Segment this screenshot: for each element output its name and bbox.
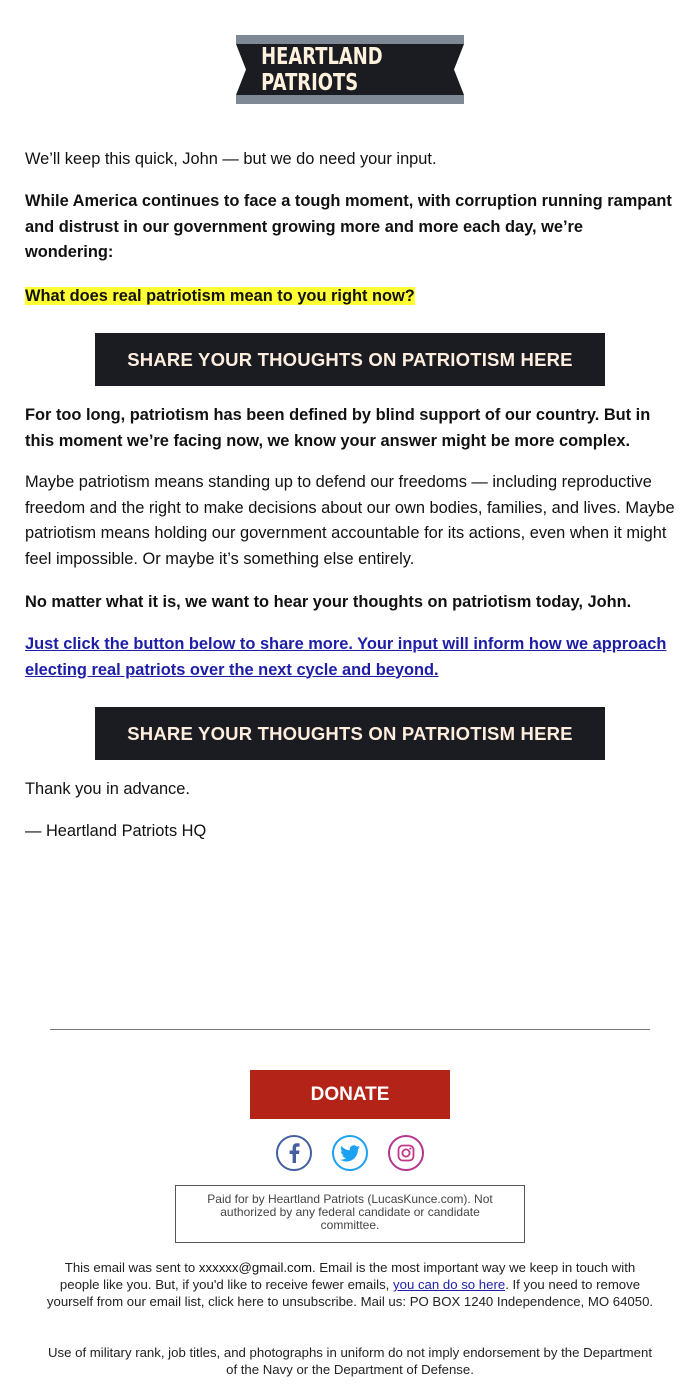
recipient-email: xxxxxx@gmail.com	[198, 1260, 312, 1275]
facebook-glyph	[287, 1143, 301, 1163]
paid-for-disclaimer: Paid for by Heartland Patriots (LucasKunce.com). Not authorized by any federal candidate or candidate committee.	[175, 1185, 525, 1243]
share-thoughts-button-2[interactable]: SHARE YOUR THOUGHTS ON PATRIOTISM HERE	[95, 707, 605, 760]
highlight-question-line	[25, 284, 675, 310]
sent-middle: . Email is the most important way we keep in touch with people like you. But, if you'd like to receive fewer emails,	[59, 1260, 636, 1292]
footer-divider	[50, 1029, 650, 1030]
military-disclaimer: Use of military rank, job titles, and photographs in uniform do not imply endorsement by the Department of the Navy or the Department of Defense.	[48, 1345, 652, 1377]
bold-paragraph-2: For too long, patriotism has been defined by blind support of our country. But in this moment we’re facing now, we know your answer might be more complex.	[25, 406, 651, 450]
fewer-emails-link[interactable]: you can do so here	[393, 1277, 506, 1292]
share-more-link[interactable]: Just click the button below to share more. Your input will inform how we approach electing real patriots over the next cycle and beyond.	[25, 635, 667, 679]
logo-text: HEARTLAND PATRIOTS	[261, 43, 383, 96]
instagram-icon[interactable]	[388, 1135, 424, 1171]
thanks-text: Thank you in advance.	[25, 780, 190, 798]
bold-paragraph-1: While America continues to face a tough moment, with corruption running rampant and distrust in our government growing more and more each day, we’re wondering:	[25, 192, 672, 261]
highlight-question: What does real patriotism mean to you right now?	[25, 287, 415, 305]
share-more-link-line	[25, 632, 675, 683]
instagram-glyph	[397, 1144, 415, 1162]
bold-paragraph-4: No matter what it is, we want to hear your thoughts on patriotism today, John.	[25, 593, 632, 611]
sent-prefix: This email was sent to	[64, 1260, 199, 1275]
donate-button[interactable]: DONATE	[250, 1070, 450, 1119]
facebook-icon[interactable]	[276, 1135, 312, 1171]
twitter-icon[interactable]	[332, 1135, 368, 1171]
signoff-text: — Heartland Patriots HQ	[25, 822, 207, 840]
twitter-glyph	[340, 1145, 360, 1162]
sent-suffix: . If you need to remove yourself from our email list, click here to unsubscribe. Mail us: PO BOX 1240 Independence, MO 64050.	[46, 1277, 654, 1309]
share-thoughts-button-1[interactable]: SHARE YOUR THOUGHTS ON PATRIOTISM HERE	[95, 333, 605, 386]
paragraph-3: Maybe patriotism means standing up to defend our freedoms — including reproductive freedom and the right to make decisions about our own bodies, families, and lives. Maybe patriotism means holding our government accountable for its actions, even when it might feel impossible. Or maybe it’s something else entirely.	[25, 473, 675, 568]
heartland-patriots-logo	[236, 35, 464, 104]
intro-text: We’ll keep this quick, John — but we do need your input.	[25, 150, 437, 168]
footer-email-info	[45, 1259, 655, 1310]
